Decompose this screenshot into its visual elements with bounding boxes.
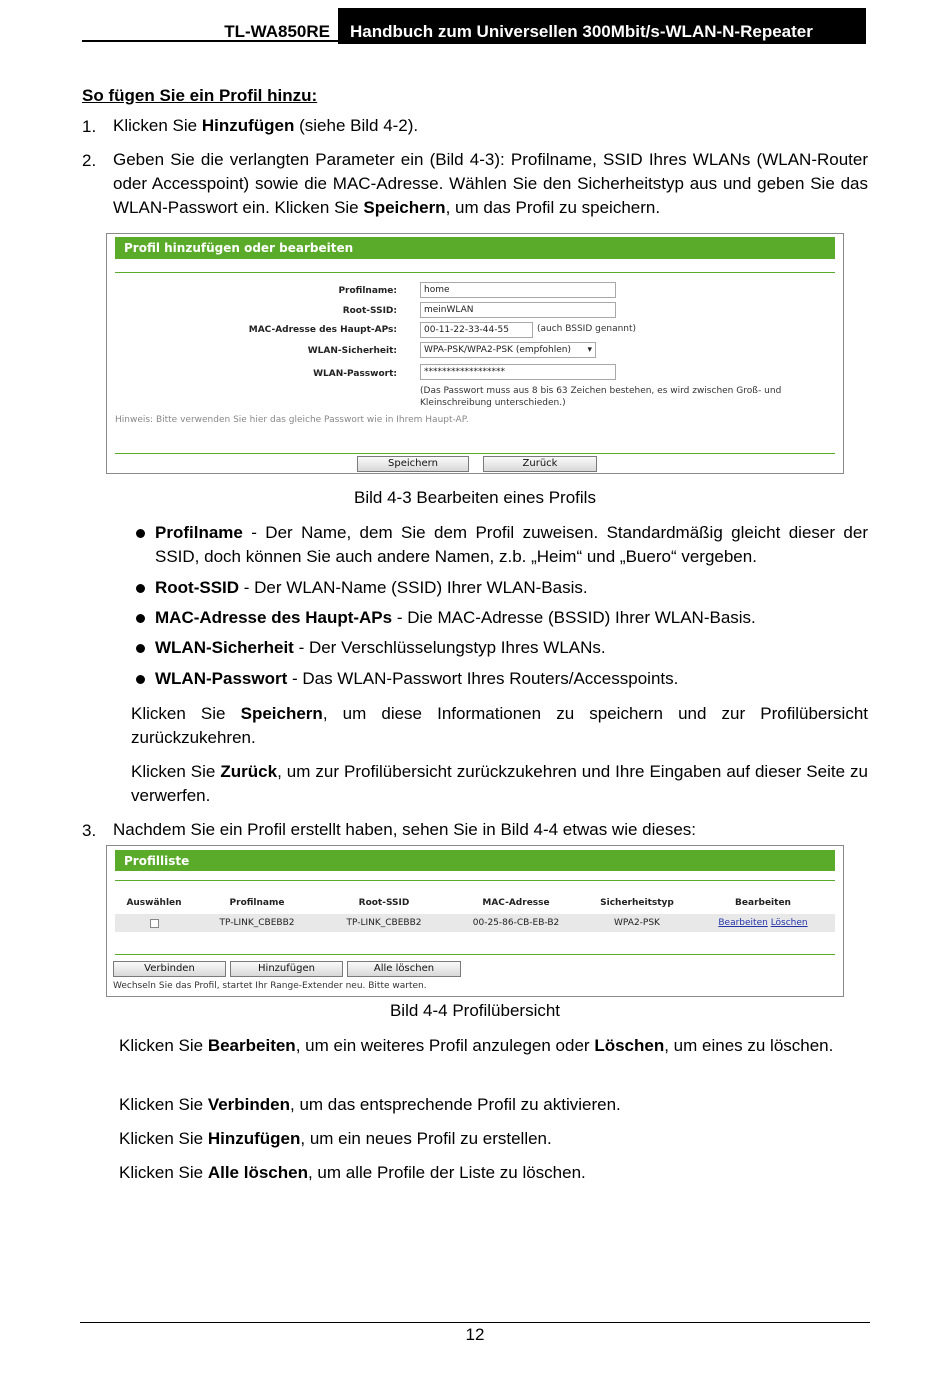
col-profilname: Profilname: [229, 898, 285, 908]
chevron-down-icon: ▾: [587, 345, 592, 355]
footer-rule: [80, 1322, 870, 1323]
bullet-profilname: Profilname - Der Name, dem Sie dem Profil zuweisen. Standardmäßig gleicht dieser der SSID, doch können Sie auch andere Namen, z.b. „Heim“ und „Buero“ vergeben.: [155, 523, 868, 566]
connect-button[interactable]: Verbinden: [113, 961, 226, 977]
delete-link[interactable]: Löschen: [770, 918, 808, 928]
figure-1-caption: Bild 4-3 Bearbeiten eines Profils: [354, 488, 596, 507]
mac-input[interactable]: 00-11-22-33-44-55: [420, 322, 533, 338]
label-security: WLAN-Sicherheit:: [307, 346, 397, 356]
divider: [115, 272, 835, 273]
page-number: 12: [465, 1325, 485, 1344]
edit-link[interactable]: Bearbeiten: [718, 918, 768, 928]
step-1-number: 1.: [82, 117, 97, 136]
step-2-text: Geben Sie die verlangten Parameter ein (Bild 4-3): Profilname, SSID Ihres WLANs (WLAN-Router oder Accesspoint) sowie die MAC-Adresse. Wählen Sie den Sicherheitstyp aus und geben Sie das WLAN-Passwort ein. Klicken Sie Speichern, um das Profil zu speichern.: [113, 150, 868, 217]
label-mac: MAC-Adresse des Haupt-APs:: [248, 325, 397, 335]
divider: [115, 880, 835, 881]
profile-switch-note: Wechseln Sie das Profil, startet Ihr Range-Extender neu. Bitte warten.: [113, 981, 427, 991]
col-root-ssid: Root-SSID: [358, 898, 410, 908]
bullet-password: WLAN-Passwort - Das WLAN-Passwort Ihres Routers/Accesspoints.: [155, 669, 679, 688]
figure-2-caption: Bild 4-4 Profilübersicht: [389, 1001, 561, 1020]
bullet-mac: MAC-Adresse des Haupt-APs - Die MAC-Adresse (BSSID) Ihrer WLAN-Basis.: [155, 608, 756, 627]
bullet-dot: [136, 614, 145, 623]
closing-edit-delete: Klicken Sie Bearbeiten, um ein weiteres Profil anzulegen oder Löschen, um eines zu löschen.: [119, 1036, 834, 1055]
section-heading: So fügen Sie ein Profil hinzu:: [82, 86, 318, 105]
add-button[interactable]: Hinzufügen: [230, 961, 343, 977]
step-1-text: Klicken Sie Hinzufügen (siehe Bild 4-2).: [113, 116, 419, 135]
closing-add: Klicken Sie Hinzufügen, um ein neues Profil zu erstellen.: [119, 1129, 552, 1148]
col-edit: Bearbeiten: [735, 898, 791, 908]
label-profilname: Profilname:: [338, 286, 397, 296]
select-checkbox[interactable]: [150, 919, 159, 928]
cell-profilname: TP-LINK_CBEBB2: [219, 918, 295, 928]
password-input[interactable]: ******************: [420, 364, 616, 380]
bssid-note: (auch BSSID genannt): [537, 324, 637, 334]
cell-mac: 00-25-86-CB-EB-B2: [472, 918, 560, 928]
closing-delete-all: Klicken Sie Alle löschen, um alle Profile der Liste zu löschen.: [119, 1163, 586, 1182]
bullet-dot: [136, 675, 145, 684]
delete-all-button[interactable]: Alle löschen: [347, 961, 461, 977]
col-security: Sicherheitstyp: [600, 898, 674, 908]
bullet-dot: [136, 644, 145, 653]
cell-root-ssid: TP-LINK_CBEBB2: [346, 918, 422, 928]
divider: [115, 453, 835, 454]
panel-title-bar: Profil hinzufügen oder bearbeiten: [115, 237, 835, 259]
profilname-input[interactable]: home: [420, 282, 616, 298]
figure-profile-list: [106, 845, 844, 997]
hint-text: Hinweis: Bitte verwenden Sie hier das gleiche Passwort wie in Ihrem Haupt-AP.: [115, 415, 469, 425]
header-model: TL-WA850RE: [82, 8, 338, 42]
root-ssid-input[interactable]: meinWLAN: [420, 302, 616, 318]
step-3-number: 3.: [82, 821, 97, 840]
col-mac: MAC-Adresse: [482, 898, 550, 908]
label-root-ssid: Root-SSID:: [342, 306, 397, 316]
figure-profile-edit: [106, 233, 844, 474]
bullet-dot: [136, 584, 145, 593]
step-3-text: Nachdem Sie ein Profil erstellt haben, sehen Sie in Bild 4-4 etwas wie dieses:: [113, 820, 697, 839]
bullet-security: WLAN-Sicherheit - Der Verschlüsselungstyp Ihres WLANs.: [155, 638, 606, 657]
cell-actions: [689, 914, 837, 932]
cell-security: WPA2-PSK: [614, 918, 660, 928]
header-title: Handbuch zum Universellen 300Mbit/s-WLAN-N-Repeater: [338, 8, 866, 44]
panel-title-bar: Profilliste: [115, 850, 835, 871]
divider: [115, 954, 835, 955]
security-select[interactable]: WPA-PSK/WPA2-PSK (empfohlen) ▾: [420, 342, 596, 358]
label-password: WLAN-Passwort:: [313, 369, 397, 379]
save-button[interactable]: Speichern: [357, 456, 469, 472]
table-row: [115, 914, 835, 932]
password-note: (Das Passwort muss aus 8 bis 63 Zeichen bestehen, es wird zwischen Groß- und Kleinschreibung unterschieden.): [420, 386, 782, 408]
para-save: Klicken Sie Speichern, um diese Informationen zu speichern und zur Profilübersicht zurückzukehren.: [131, 704, 868, 747]
closing-connect: Klicken Sie Verbinden, um das entsprechende Profil zu aktivieren.: [119, 1095, 621, 1114]
step-2-number: 2.: [82, 151, 97, 170]
bullet-dot: [136, 529, 145, 538]
para-back: Klicken Sie Zurück, um zur Profilübersicht zurückzukehren und Ihre Eingaben auf dieser Seite zu verwerfen.: [131, 762, 868, 805]
bullet-root-ssid: Root-SSID - Der WLAN-Name (SSID) Ihrer WLAN-Basis.: [155, 578, 588, 597]
back-button[interactable]: Zurück: [483, 456, 597, 472]
col-auswaehlen: Auswählen: [126, 898, 182, 908]
